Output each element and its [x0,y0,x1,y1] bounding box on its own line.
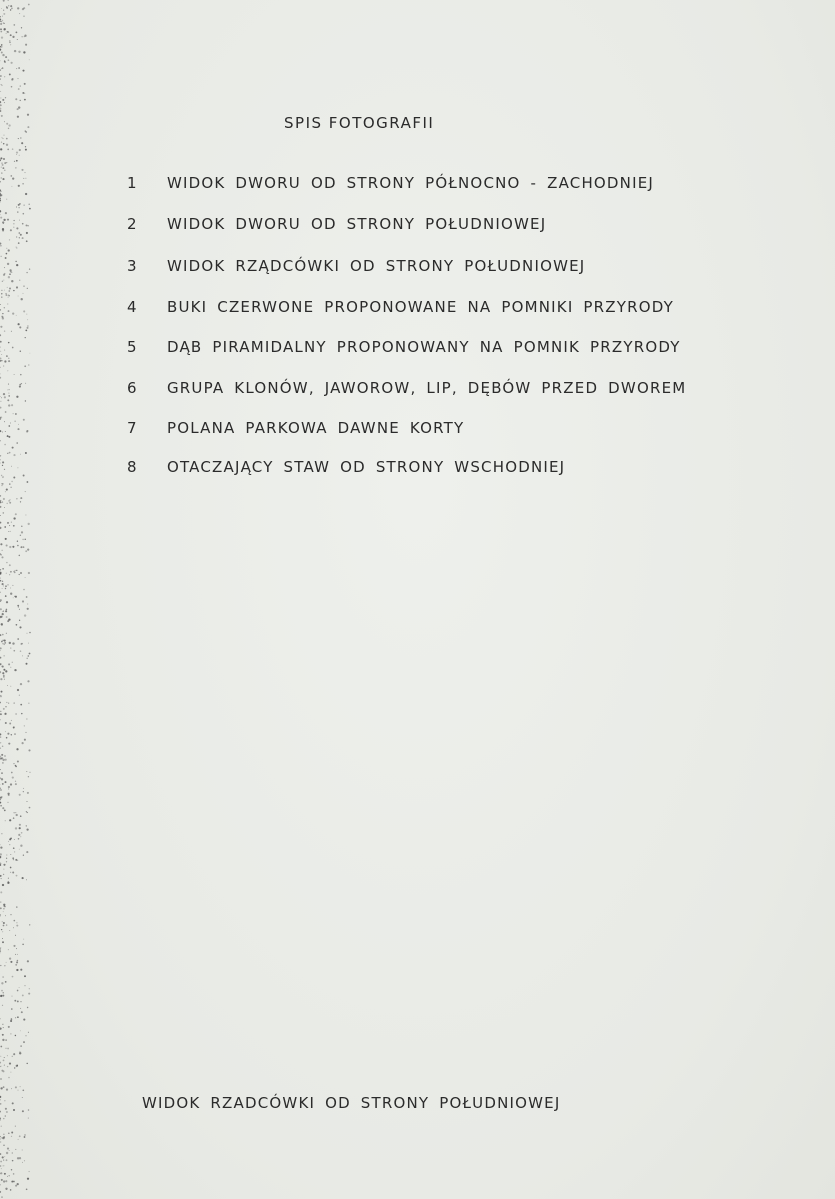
item-text: GRUPA KLONÓW, JAWOROW, LIP, DĘBÓW PRZED DWOREM [166,379,687,397]
item-number: 6 [127,379,138,397]
list-item [127,215,546,239]
list-item [127,338,681,362]
item-text: BUKI CZERWONE PROPONOWANE NA POMNIKI PRZYRODY [166,298,675,316]
item-number: 3 [127,257,138,275]
item-number: 1 [127,174,138,192]
item-text: WIDOK DWORU OD STRONY POŁUDNIOWEJ [166,215,547,233]
item-number: 7 [127,419,138,437]
list-item [127,257,585,281]
list-item [127,174,654,198]
item-text: WIDOK RZĄDCÓWKI OD STRONY POŁUDNIOWEJ [166,257,586,275]
item-text: OTACZAJĄCY STAW OD STRONY WSCHODNIEJ [166,458,566,476]
item-text: WIDOK DWORU OD STRONY PÓŁNOCNO - ZACHODNIEJ [166,174,655,192]
document-title: SPIS FOTOGRAFII [284,114,435,132]
item-number: 2 [127,215,138,233]
list-item [127,298,674,322]
item-number: 4 [127,298,138,316]
item-number: 8 [127,458,138,476]
item-number: 5 [127,338,138,356]
item-text: DĄB PIRAMIDALNY PROPONOWANY NA POMNIK PRZYRODY [166,338,681,356]
photo-caption: WIDOK RZADCÓWKI OD STRONY POŁUDNIOWEJ [142,1094,561,1112]
scan-edge-specks [0,0,40,1199]
list-item [127,419,464,443]
item-text: POLANA PARKOWA DAWNE KORTY [166,419,465,437]
list-item [127,379,686,403]
list-item [127,458,565,482]
